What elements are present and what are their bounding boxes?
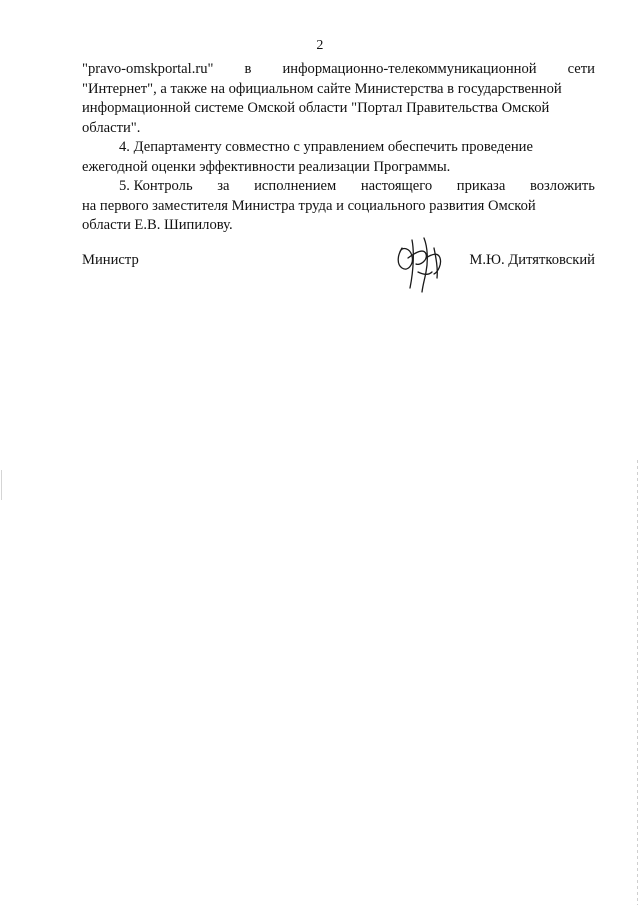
paragraph-4-line-2: ежегодной оценки эффективности реализации Программы. [82,158,451,175]
text-word: 5. Контроль [119,178,193,194]
page-number: 2 [316,38,324,53]
paragraph-1-line-3: информационной системе Омской области "Портал Правительства Омской [82,100,550,116]
paragraph-1-line-1 [82,60,595,80]
text-word: настоящего [360,178,433,194]
paragraph-5-line-2: на первого заместителя Министра труда и социального развития Омской [82,197,536,214]
document-body [82,60,595,236]
text-word: в [244,61,252,77]
text-word: исполнением [254,178,337,194]
scan-edge-artifact-left [1,470,2,500]
paragraph-4-line-1: 4. Департаменту совместно с управлением обеспечить проведение [119,139,533,155]
text-word: "pravo-omskportal.ru" [82,61,214,77]
text-word: сети [567,61,595,77]
signatory-name: М.Ю. Дитятковский [469,252,595,268]
handwritten-signature [388,228,452,296]
scan-edge-artifact [637,460,638,905]
text-word: информационно-телекоммуникационной [282,61,537,77]
paragraph-1-line-4: области". [82,119,141,136]
paragraph-5-line-1 [82,177,595,197]
text-word: за [217,178,230,194]
paragraph-5-line-3: области Е.В. Шипилову. [82,217,233,233]
paragraph-1-line-2: "Интернет", а также на официальном сайте Министерства в государственной [82,80,562,97]
signatory-title: Министр [82,252,139,268]
text-word: возложить [529,178,595,194]
text-word: приказа [456,178,506,194]
